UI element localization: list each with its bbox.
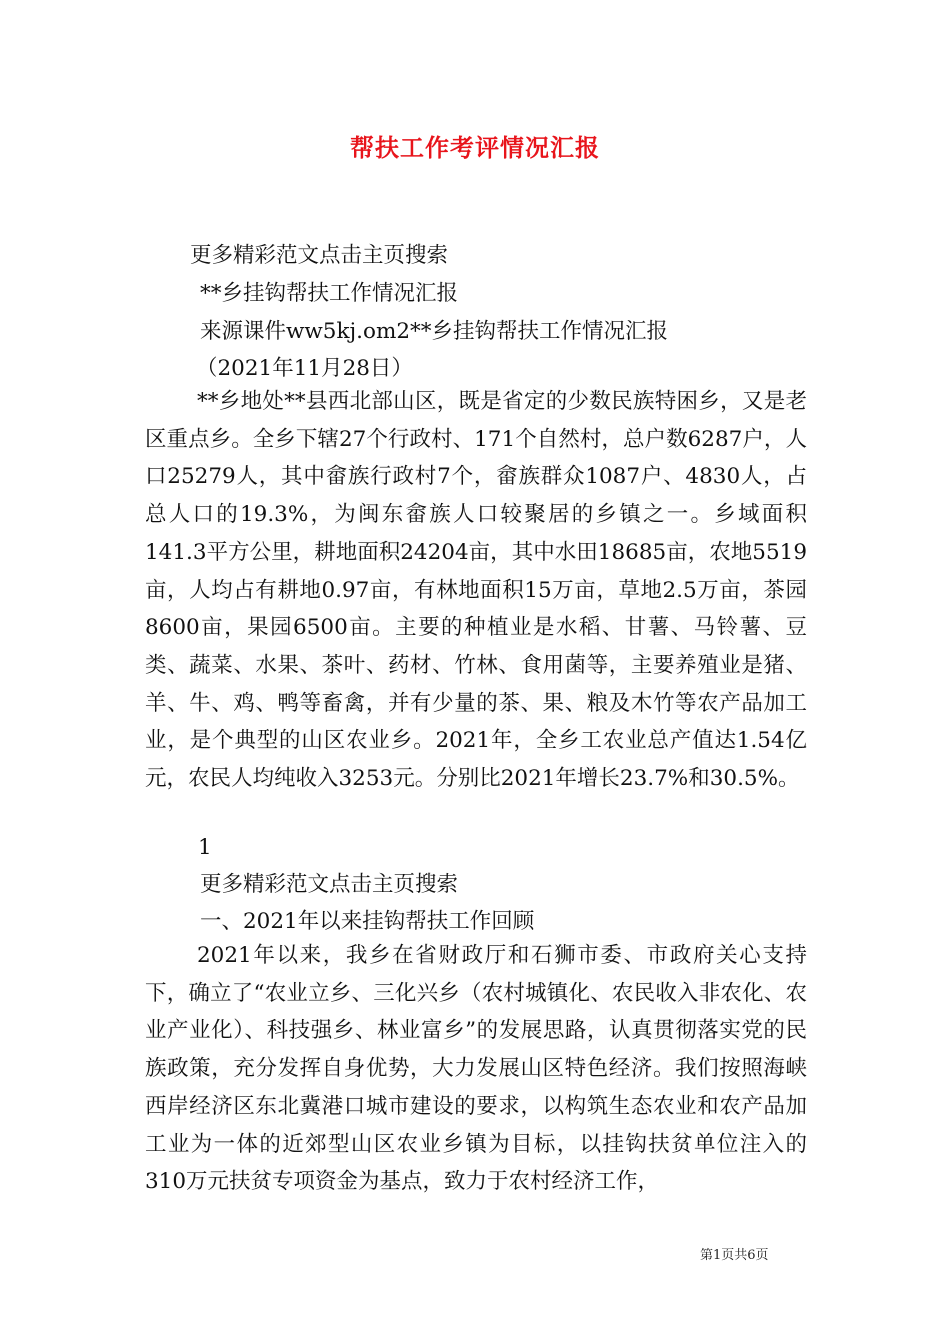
document-title: 帮扶工作考评情况汇报 (350, 133, 600, 162)
review-paragraph: 2021年以来，我乡在省财政厅和石狮市委、市政府关心支持下，确立了“农业立乡、三化兴乡（农村城镇化、农民收入非农化、农业产业化）、科技强乡、林业富乡”的发展思路，认真贯彻落实党的民族政策，充分发挥自身优势，大力发展山区特色经济。我们按照海峡西岸经济区东北冀港口城市建设的要求，以构筑生态农业和农产品加工业为一体的近郊型山区农业乡镇为目标，以挂钩扶贫单位注入的310万元扶贫专项资金为基点，致力于农村经济工作， (145, 943, 807, 1195)
promo-line-2: 更多精彩范文点击主页搜索 (200, 872, 459, 897)
subtitle-line: **乡挂钩帮扶工作情况汇报 (200, 281, 459, 306)
intro-paragraph: **乡地处**县西北部山区，既是省定的少数民族特困乡，又是老区重点乡。全乡下辖27个行政村、171个自然村，总户数6287户，人口25279人，其中畲族行政村7个，畲族群众1087户、4830人，占总人口的19.3%，为闽东畲族人口较聚居的乡镇之一。乡域面积141.3平方公里，耕地面积24204亩，其中水田18685亩，农地5519亩，人均占有耕地0.97亩，有林地面积15万亩，草地2.5万亩，茶园8600亩，果园6500亩。主要的种植业是水稻、甘薯、马铃薯、豆类、蔬菜、水果、茶叶、药材、竹林、食用菌等，主要养殖业是猪、羊、牛、鸡、鸭等畜禽，并有少量的茶、果、粮及木竹等农产品加工业，是个典型的山区农业乡。2021年，全乡工农业总产值达1.54亿元，农民人均纯收入3253元。分别比2021年增长23.7%和30.5%。 (145, 389, 807, 792)
promo-line: 更多精彩范文点击主页搜索 (190, 243, 449, 268)
page-marker: 1 (198, 835, 212, 860)
page-footer: 第1页共6页 (700, 1248, 769, 1263)
date-line: （2021年11月28日） (196, 356, 413, 381)
section-heading: 一、2021年以来挂钩帮扶工作回顾 (200, 909, 535, 934)
source-line: 来源课件ww5kj.om2**乡挂钩帮扶工作情况汇报 (200, 319, 669, 344)
